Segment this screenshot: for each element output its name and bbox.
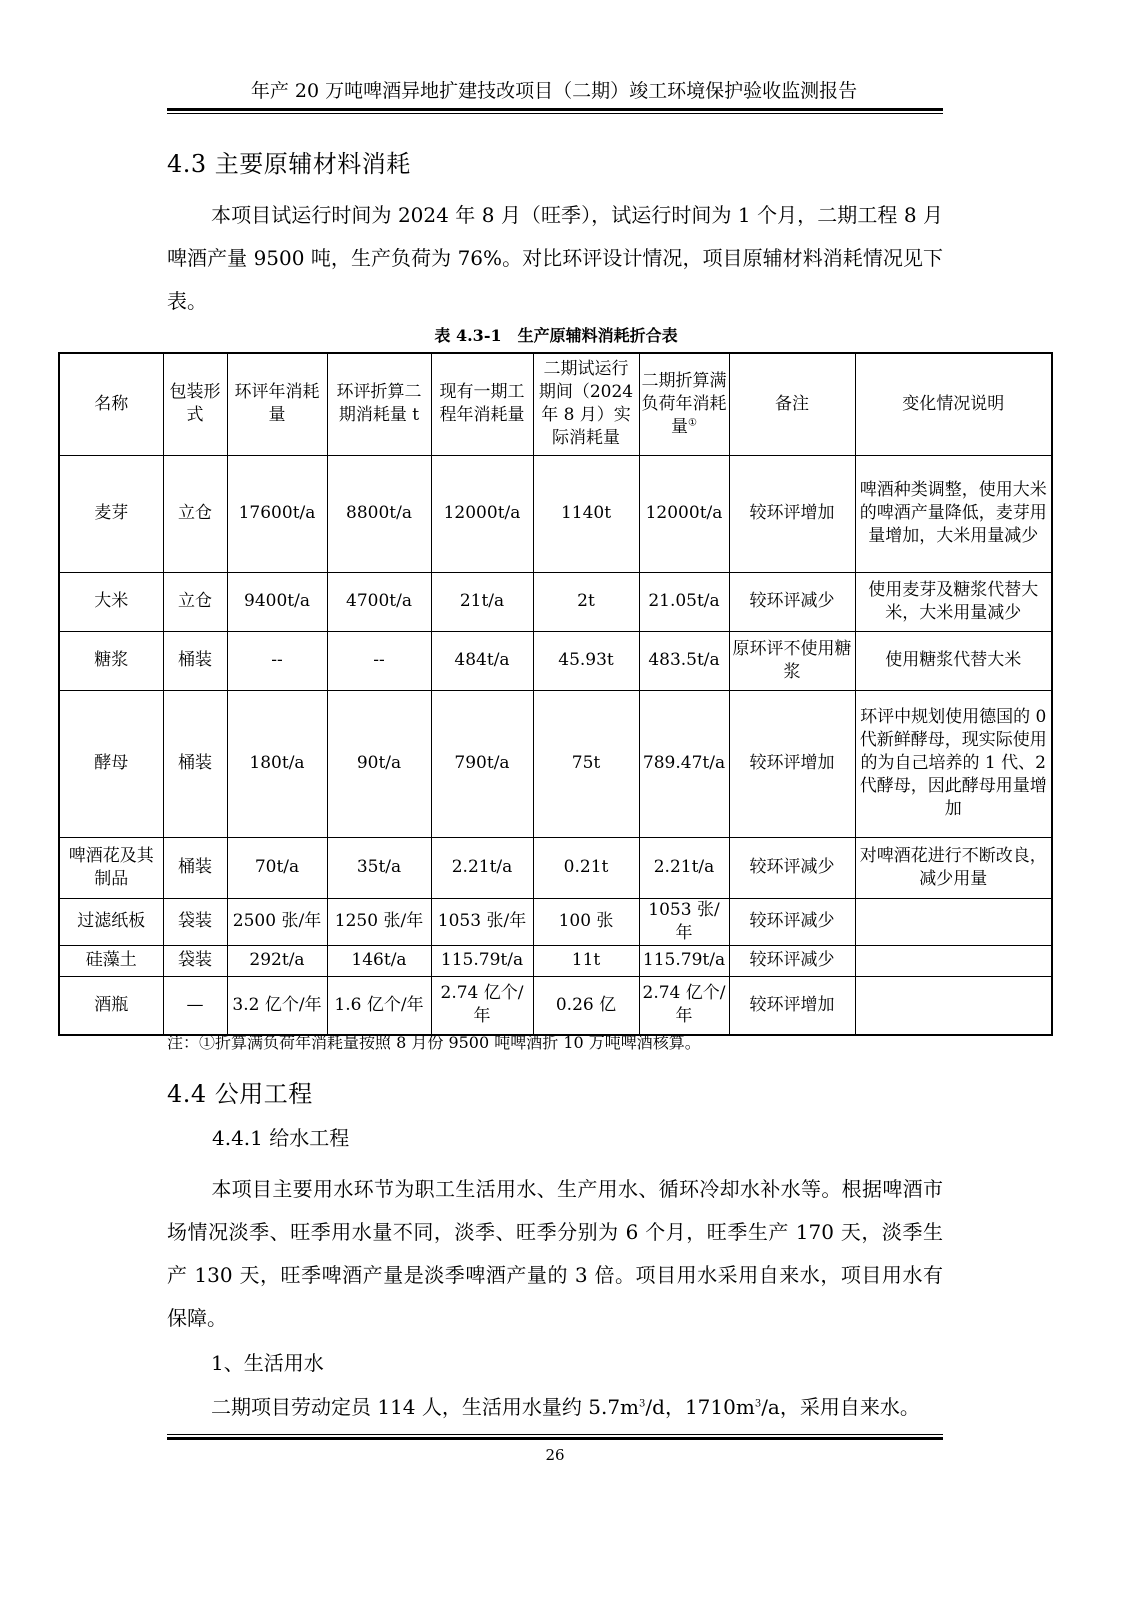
col-header-phase1: 现有一期工程年消耗量 — [431, 353, 533, 455]
table-caption: 表 4.3-1 生产原辅料消耗折合表 — [434, 326, 678, 345]
cell-trial: 2t — [533, 572, 639, 631]
cell-phase1: 2.21t/a — [431, 837, 533, 898]
cell-eia-phase2: 4700t/a — [327, 572, 431, 631]
cell-eia-annual: 180t/a — [227, 690, 327, 837]
cell-eia-annual: 17600t/a — [227, 455, 327, 572]
cell-remark: 较环评减少 — [729, 898, 855, 945]
cell-full-load: 2.74 亿个/年 — [639, 976, 729, 1035]
item-paragraph — [167, 1386, 943, 1429]
cell-remark: 较环评减少 — [729, 837, 855, 898]
cell-remark: 较环评减少 — [729, 945, 855, 976]
cell-trial: 1140t — [533, 455, 639, 572]
cell-remark: 较环评减少 — [729, 572, 855, 631]
section-4-3-paragraph — [167, 194, 943, 323]
col-header-remark: 备注 — [729, 353, 855, 455]
cell-packaging: 桶装 — [163, 690, 227, 837]
cell-eia-annual: 2500 张/年 — [227, 898, 327, 945]
cell-name: 麦芽 — [59, 455, 163, 572]
cell-trial: 100 张 — [533, 898, 639, 945]
table-row — [59, 455, 1052, 572]
cell-trial: 45.93t — [533, 631, 639, 690]
table-row — [59, 690, 1052, 837]
footnote-mark: ① — [688, 417, 697, 429]
col-header-eia-annual: 环评年消耗量 — [227, 353, 327, 455]
cell-phase1: 12000t/a — [431, 455, 533, 572]
cell-name: 大米 — [59, 572, 163, 631]
col-header-full-load — [639, 353, 729, 455]
cell-packaging: 袋装 — [163, 898, 227, 945]
cell-name: 过滤纸板 — [59, 898, 163, 945]
cell-trial: 0.21t — [533, 837, 639, 898]
cell-full-load: 12000t/a — [639, 455, 729, 572]
table-row — [59, 976, 1052, 1035]
cell-phase1: 484t/a — [431, 631, 533, 690]
cell-eia-annual: 9400t/a — [227, 572, 327, 631]
footer-rule — [167, 1437, 943, 1440]
col-header-trial: 二期试运行期间（2024 年 8 月）实际消耗量 — [533, 353, 639, 455]
col-header-full-load-text: 二期折算满负荷年消耗量 — [641, 370, 727, 437]
cell-packaging: 桶装 — [163, 631, 227, 690]
cell-full-load: 21.05t/a — [639, 572, 729, 631]
cell-change: 环评中规划使用德国的 0 代新鲜酵母，现实际使用的为自己培养的 1 代、2 代酵母，因此酵母用量增加 — [855, 690, 1052, 837]
item-text-a: 二期项目劳动定员 114 人，生活用水量约 5.7m — [211, 1395, 640, 1419]
cell-eia-phase2: 35t/a — [327, 837, 431, 898]
cell-phase1: 21t/a — [431, 572, 533, 631]
col-header-eia-phase2: 环评折算二期消耗量 t — [327, 353, 431, 455]
cell-eia-phase2: 8800t/a — [327, 455, 431, 572]
cell-remark: 较环评增加 — [729, 690, 855, 837]
col-header-packaging: 包装形式 — [163, 353, 227, 455]
cell-full-load: 115.79t/a — [639, 945, 729, 976]
cell-change: 对啤酒花进行不断改良，减少用量 — [855, 837, 1052, 898]
cell-eia-annual: 70t/a — [227, 837, 327, 898]
footer-rule-thin — [167, 1434, 943, 1435]
cell-name: 酒瓶 — [59, 976, 163, 1035]
superscript-3: 3 — [754, 1398, 762, 1410]
section-heading-4-3: 4.3 主要原辅材料消耗 — [167, 150, 411, 178]
cell-trial: 0.26 亿 — [533, 976, 639, 1035]
cell-change — [855, 945, 1052, 976]
cell-packaging: 立仓 — [163, 572, 227, 631]
cell-remark: 较环评增加 — [729, 455, 855, 572]
cell-eia-annual: -- — [227, 631, 327, 690]
superscript-3: 3 — [639, 1398, 646, 1410]
cell-trial: 75t — [533, 690, 639, 837]
page-header: 年产 20 万吨啤酒异地扩建技改项目（二期）竣工环境保护验收监测报告 — [250, 80, 858, 102]
cell-phase1: 790t/a — [431, 690, 533, 837]
cell-eia-phase2: -- — [327, 631, 431, 690]
table-row — [59, 837, 1052, 898]
table-row — [59, 945, 1052, 976]
cell-phase1: 1053 张/年 — [431, 898, 533, 945]
cell-full-load: 1053 张/年 — [639, 898, 729, 945]
cell-change — [855, 898, 1052, 945]
col-header-name: 名称 — [59, 353, 163, 455]
header-rule-thin — [167, 113, 943, 114]
cell-trial: 11t — [533, 945, 639, 976]
cell-remark: 较环评增加 — [729, 976, 855, 1035]
cell-name: 啤酒花及其制品 — [59, 837, 163, 898]
cell-phase1: 115.79t/a — [431, 945, 533, 976]
cell-packaging: 立仓 — [163, 455, 227, 572]
col-header-change: 变化情况说明 — [855, 353, 1052, 455]
item-title-text: 1、生活用水 — [211, 1351, 324, 1375]
page-number: 26 — [545, 1446, 565, 1464]
cell-change — [855, 976, 1052, 1035]
table-note: 注：①折算满负荷年消耗量按照 8 月份 9500 吨啤酒折 10 万吨啤酒核算。 — [167, 1033, 701, 1052]
section-4-3-text: 本项目试运行时间为 2024 年 8 月（旺季），试运行时间为 1 个月，二期工程 8 月啤酒产量 9500 吨，生产负荷为 76%。对比环评设计情况，项目原辅材料消耗情况见下表。 — [167, 203, 943, 313]
cell-change: 啤酒种类调整，使用大米的啤酒产量降低，麦芽用量增加，大米用量减少 — [855, 455, 1052, 572]
item-title — [167, 1342, 943, 1385]
cell-change: 使用麦芽及糖浆代替大米，大米用量减少 — [855, 572, 1052, 631]
subsection-heading-4-4-1: 4.4.1 给水工程 — [212, 1126, 350, 1150]
cell-eia-annual: 292t/a — [227, 945, 327, 976]
cell-phase1: 2.74 亿个/年 — [431, 976, 533, 1035]
cell-full-load: 2.21t/a — [639, 837, 729, 898]
cell-packaging: 桶装 — [163, 837, 227, 898]
cell-name: 糖浆 — [59, 631, 163, 690]
table-header-row — [59, 353, 1052, 455]
cell-packaging: 袋装 — [163, 945, 227, 976]
table-row — [59, 631, 1052, 690]
cell-full-load: 483.5t/a — [639, 631, 729, 690]
cell-eia-annual: 3.2 亿个/年 — [227, 976, 327, 1035]
table-row — [59, 898, 1052, 945]
item-text-b: /d，1710m — [645, 1395, 755, 1419]
cell-full-load: 789.47t/a — [639, 690, 729, 837]
section-4-4-1-paragraph — [167, 1168, 943, 1340]
cell-eia-phase2: 146t/a — [327, 945, 431, 976]
cell-eia-phase2: 90t/a — [327, 690, 431, 837]
header-rule — [167, 108, 943, 111]
cell-remark: 原环评不使用糖浆 — [729, 631, 855, 690]
cell-change: 使用糖浆代替大米 — [855, 631, 1052, 690]
cell-packaging: — — [163, 976, 227, 1035]
cell-eia-phase2: 1250 张/年 — [327, 898, 431, 945]
section-heading-4-4: 4.4 公用工程 — [167, 1080, 313, 1108]
table-row — [59, 572, 1052, 631]
cell-name: 酵母 — [59, 690, 163, 837]
cell-name: 硅藻土 — [59, 945, 163, 976]
cell-eia-phase2: 1.6 亿个/年 — [327, 976, 431, 1035]
materials-table — [58, 352, 1053, 1036]
item-text-c: /a，采用自来水。 — [761, 1395, 920, 1419]
section-4-4-1-text: 本项目主要用水环节为职工生活用水、生产用水、循环冷却水补水等。根据啤酒市场情况淡季、旺季用水量不同，淡季、旺季分别为 6 个月，旺季生产 170 天，淡季生产 130 天，旺季啤酒产量是淡季啤酒产量的 3 倍。项目用水采用自来水，项目用水有保障。 — [167, 1177, 943, 1330]
